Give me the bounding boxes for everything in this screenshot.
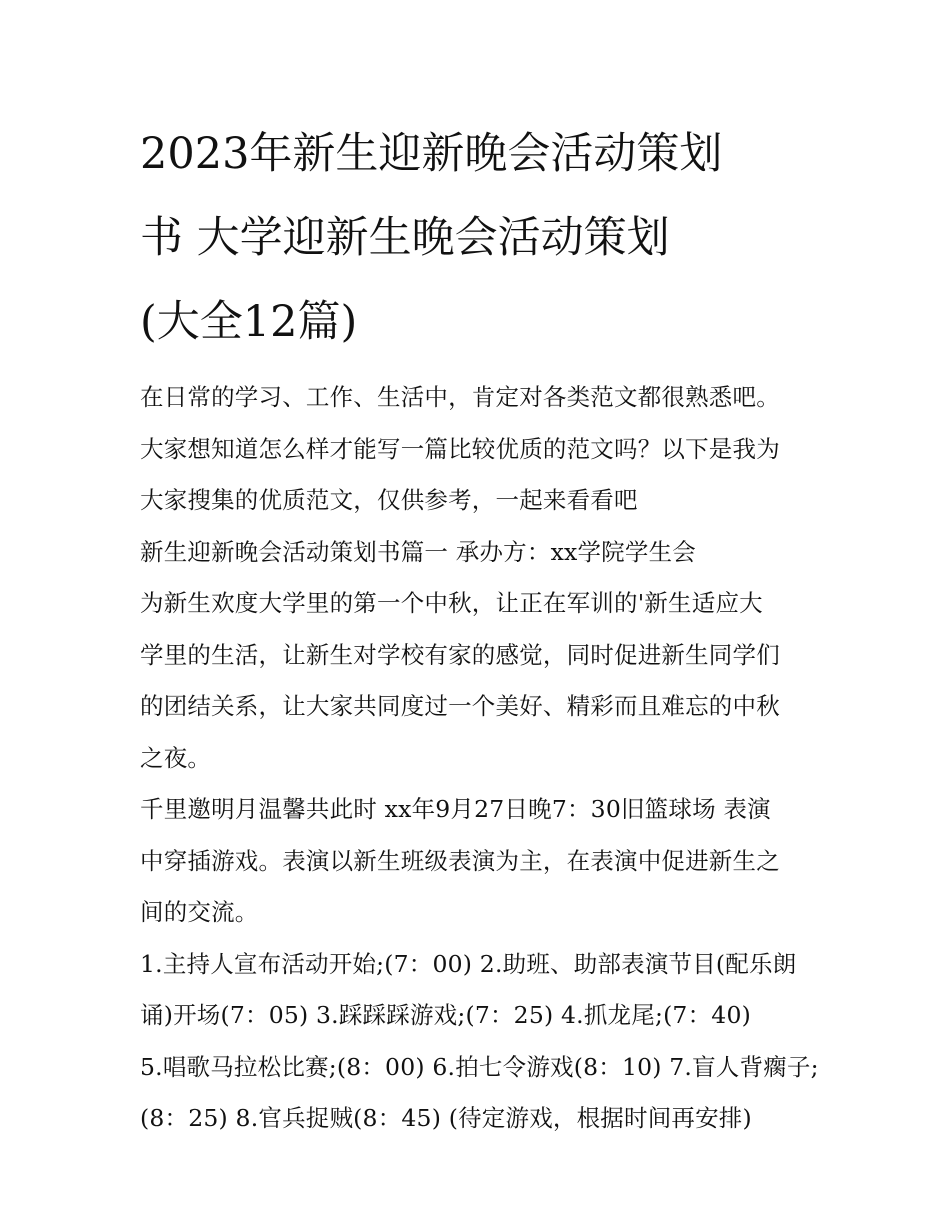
title-line-2: 书 大学迎新生晚会活动策划 <box>140 213 670 263</box>
text-line: 之夜。 <box>140 743 212 772</box>
paragraph-purpose <box>140 578 820 784</box>
paragraph-event-info <box>140 784 820 939</box>
text-line: 在日常的学习、工作、生活中，肯定对各类范文都很熟悉吧。 <box>140 383 780 411</box>
text-line: 中穿插游戏。表演以新生班级表演为主，在表演中促进新生之 <box>140 846 780 875</box>
document-body <box>140 372 820 1145</box>
text-line: 大家搜集的优质范文，仅供参考，一起来看看吧 <box>140 486 638 514</box>
text-line: 大家想知道怎么样才能写一篇比较优质的范文吗？以下是我为 <box>140 434 780 463</box>
title-line-3: (大全12篇) <box>140 297 358 347</box>
text-line: 新生迎新晚会活动策划书篇一 承办方：xx学院学生会 <box>140 537 696 566</box>
paragraph-intro <box>140 372 820 527</box>
paragraph-schedule <box>140 939 820 1145</box>
document-title <box>140 112 820 364</box>
text-line: 为新生欢度大学里的第一个中秋，让正在军训的'新生适应大 <box>140 589 763 617</box>
text-line: 诵)开场(7：05) 3.踩踩踩游戏;(7：25) 4.抓龙尾;(7：40) <box>140 1001 751 1029</box>
paragraph-section-heading <box>140 527 820 579</box>
text-line: 学里的生活，让新生对学校有家的感觉，同时促进新生同学们 <box>140 640 780 669</box>
title-line-1: 2023年新生迎新晚会活动策划 <box>140 129 723 179</box>
text-line: 间的交流。 <box>140 898 259 926</box>
text-line: 千里邀明月温馨共此时 xx年9月27日晚7：30旧篮球场 表演 <box>140 795 771 823</box>
text-line: 5.唱歌马拉松比赛;(8：00) 6.拍七令游戏(8：10) 7.盲人背瘸子; <box>140 1052 819 1081</box>
text-line: 的团结关系，让大家共同度过一个美好、精彩而且难忘的中秋 <box>140 692 780 720</box>
document-page <box>140 112 820 1145</box>
text-line: 1.主持人宣布活动开始;(7：00) 2.助班、助部表演节目(配乐朗 <box>140 949 797 978</box>
text-line: (8：25) 8.官兵捉贼(8：45) (待定游戏，根据时间再安排) <box>140 1104 752 1132</box>
